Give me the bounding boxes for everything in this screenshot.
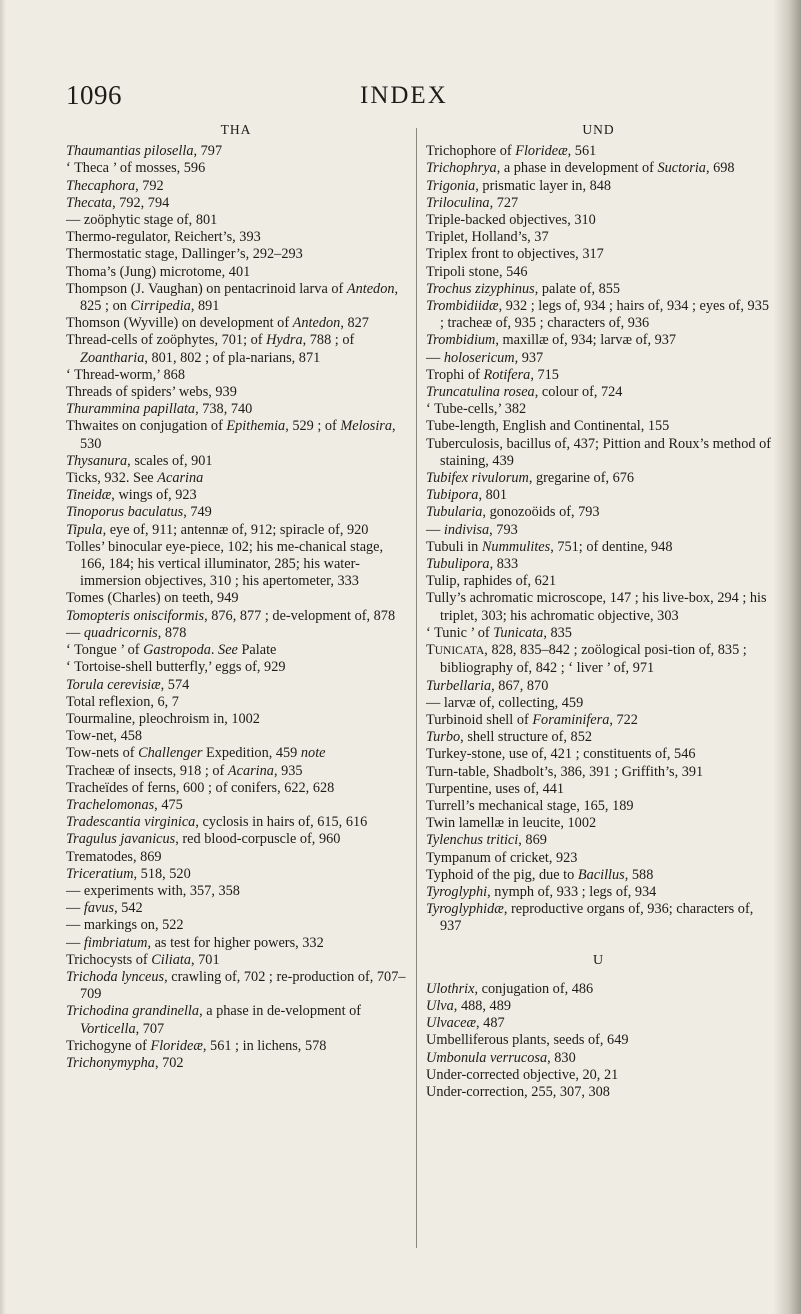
index-entry: Trichodina grandinella, a phase in de-velopment of Vorticella, 707	[66, 1003, 362, 1037]
index-entry: ‘ Tongue ’ of Gastropoda. See Palate	[66, 642, 277, 659]
page-right-edge-shadow	[773, 0, 801, 1314]
index-entry: Typhoid of the pig, due to Bacillus, 588	[426, 866, 654, 883]
index-entry: Trichonymypha, 702	[66, 1054, 184, 1071]
index-entry: — larvæ of, collecting, 459	[426, 694, 584, 711]
index-entry: Thompson (J. Vaughan) on pentacrinoid larva of Antedon, 825 ; on Cirripedia, 891	[66, 280, 399, 315]
index-entry: Triceratium, 518, 520	[66, 865, 191, 882]
index-entry: ‘ Theca ’ of mosses, 596	[66, 160, 206, 177]
index-entry: ‘ Tortoise-shell butterfly,’ eggs of, 929	[66, 659, 286, 676]
index-entry: Thwaites on conjugation of Epithemia, 529 ; of Melosira, 530	[66, 418, 396, 452]
index-entry: Thomson (Wyville) on development of Antedon, 827	[66, 315, 369, 332]
index-entry: — experiments with, 357, 358	[66, 882, 240, 899]
index-entry: Tyroglyphi, nymph of, 933 ; legs of, 934	[426, 883, 657, 900]
index-entry: Tow-net, 458	[66, 728, 143, 745]
index-entry: Trigonia, prismatic layer in, 848	[426, 177, 612, 194]
index-entry: Turn-table, Shadbolt’s, 386, 391 ; Griffith’s, 391	[426, 763, 704, 780]
index-entry: TUNICATA, 828, 835–842 ; zoölogical posi-tion of, 835 ; bibliography of, 842 ; ‘ liver ’ of, 971	[426, 642, 747, 677]
index-entry: Triple-backed objectives, 310	[426, 212, 596, 229]
index-entry: Tube-length, English and Continental, 155	[426, 418, 670, 435]
section-letter-u: U	[592, 952, 605, 968]
index-entry: Tow-nets of Challenger Expedition, 459 note	[66, 745, 326, 762]
index-entry: — holosericum, 937	[426, 349, 544, 366]
right-entry-list	[426, 143, 771, 935]
running-head: INDEX	[360, 82, 448, 109]
index-entry: Tyroglyphidæ, reproductive organs of, 936; characters of, 937	[426, 901, 754, 935]
index-entry: Turbinoid shell of Foraminifera, 722	[426, 711, 638, 728]
index-entry: Ulothrix, conjugation of, 486	[426, 980, 594, 997]
index-entry: Tracheæ of insects, 918 ; of Acarina, 935	[66, 762, 303, 779]
index-entry: Trichocysts of Ciliata, 701	[66, 951, 220, 968]
index-entry: Trophi of Rotifera, 715	[426, 366, 559, 383]
index-entry: Tubularia, gonozoöids of, 793	[426, 504, 600, 521]
index-entry: Thoma’s (Jung) microtome, 401	[66, 263, 251, 280]
index-entry: Thysanura, scales of, 901	[66, 452, 213, 469]
index-entry: Tolles’ binocular eye-piece, 102; his me-chanical stage, 166, 184; his vertical illuminator, 285; his water-immersion objectives, 310 ; his apertometer, 333	[66, 538, 384, 590]
index-entry: Triplex front to objectives, 317	[426, 246, 604, 263]
index-entry: — quadricornis, 878	[66, 624, 187, 641]
index-entry: Trombidiidæ, 932 ; legs of, 934 ; hairs of, 934 ; eyes of, 935 ; tracheæ of, 935 ; characters of, 936	[426, 298, 769, 332]
index-entry: Trichophore of Florideæ, 561	[426, 143, 597, 160]
index-entry: Tineidæ, wings of, 923	[66, 487, 197, 504]
index-entry: Tinoporus baculatus, 749	[66, 504, 212, 521]
index-entry: Umbelliferous plants, seeds of, 649	[426, 1032, 629, 1049]
index-entry: Thurammina papillata, 738, 740	[66, 401, 253, 418]
left-column	[66, 121, 406, 1072]
index-entry: Tully’s achromatic microscope, 147 ; his live-box, 294 ; his triplet, 303; his achromatic objective, 303	[426, 590, 767, 624]
index-entry: Turbellaria, 867, 870	[426, 677, 549, 694]
index-entry: Ticks, 932. See Acarina	[66, 470, 204, 487]
column-divider	[416, 128, 417, 1248]
index-entry: Turpentine, uses of, 441	[426, 780, 565, 797]
index-entry: Tomes (Charles) on teeth, 949	[66, 590, 239, 607]
index-entry: Tourmaline, pleochroism in, 1002	[66, 710, 260, 727]
right-column-heading: UND	[582, 122, 615, 137]
index-entry: Turbo, shell structure of, 852	[426, 729, 592, 746]
index-entry: Tubuli in Nummulites, 751; of dentine, 948	[426, 538, 673, 555]
index-entry: Thermostatic stage, Dallinger’s, 292–293	[66, 246, 303, 263]
index-entry: — markings on, 522	[66, 917, 184, 934]
index-entry: Turrell’s mechanical stage, 165, 189	[426, 797, 634, 814]
page-number: 1096	[66, 80, 122, 110]
index-entry: ‘ Tube-cells,’ 382	[426, 401, 527, 418]
index-entry: Total reflexion, 6, 7	[66, 693, 179, 710]
index-entry: Trichophrya, a phase in development of Suctoria, 698	[426, 160, 735, 177]
index-entry: Triplet, Holland’s, 37	[426, 229, 549, 246]
index-entry: Tubulipora, 833	[426, 556, 519, 573]
index-entry: Under-corrected objective, 20, 21	[426, 1066, 619, 1083]
index-entry: Tuberculosis, bacillus of, 437; Pittion and Roux’s method of staining, 439	[426, 435, 771, 469]
index-entry: — indivisa, 793	[426, 521, 518, 538]
left-column-heading: THA	[220, 122, 252, 137]
index-entry: ‘ Thread-worm,’ 868	[66, 366, 185, 383]
index-entry: Trematodes, 869	[66, 848, 162, 865]
index-entry: Umbonula verrucosa, 830	[426, 1049, 576, 1066]
index-entry: Tradescantia virginica, cyclosis in hairs of, 615, 616	[66, 814, 368, 831]
right-column	[426, 121, 771, 1101]
index-entry: Tympanum of cricket, 923	[426, 849, 578, 866]
index-entry: Thermo-regulator, Reichert’s, 393	[66, 229, 261, 246]
index-entry: Torula cerevisiæ, 574	[66, 676, 190, 693]
index-entry: Trochus zizyphinus, palate of, 855	[426, 280, 621, 297]
index-entry: Thecaphora, 792	[66, 177, 164, 194]
index-entry: Under-correction, 255, 307, 308	[426, 1083, 610, 1100]
index-entry: Tomopteris onisciformis, 876, 877 ; de-velopment of, 878	[66, 607, 396, 624]
u-entry-list	[426, 981, 771, 1101]
left-entry-list	[66, 143, 406, 1072]
index-entry: — favus, 542	[66, 900, 143, 917]
index-entry: Truncatulina rosea, colour of, 724	[426, 384, 623, 401]
index-entry: Tripoli stone, 546	[426, 263, 528, 280]
index-entry: Turkey-stone, use of, 421 ; constituents of, 546	[426, 746, 696, 763]
index-entry: Twin lamellæ in leucite, 1002	[426, 815, 597, 832]
index-entry: Tracheïdes of ferns, 600 ; of conifers, 622, 628	[66, 779, 335, 796]
index-entry: Thread-cells of zoöphytes, 701; of Hydra, 788 ; of Zoantharia, 801, 802 ; of pla-narians, 871	[66, 332, 355, 366]
index-entry: Trichoda lynceus, crawling of, 702 ; re-production of, 707–709	[66, 968, 406, 1003]
index-entry: Trachelomonas, 475	[66, 796, 183, 813]
page-left-edge	[0, 0, 6, 1314]
index-entry: Thaumantias pilosella, 797	[66, 143, 223, 160]
index-entry: — zoöphytic stage of, 801	[66, 212, 218, 229]
index-entry: Trichogyne of Florideæ, 561 ; in lichens, 578	[66, 1037, 327, 1054]
index-entry: Thecata, 792, 794	[66, 194, 170, 211]
index-entry: Ulvaceæ, 487	[426, 1015, 505, 1032]
index-entry: Tragulus javanicus, red blood-corpuscle of, 960	[66, 831, 341, 848]
index-entry: — fimbriatum, as test for higher powers, 332	[66, 934, 324, 951]
index-entry: Threads of spiders’ webs, 939	[66, 384, 237, 401]
index-entry: Tulip, raphides of, 621	[426, 573, 557, 590]
index-entry: Ulva, 488, 489	[426, 997, 511, 1014]
index-entry: Trombidium, maxillæ of, 934; larvæ of, 937	[426, 332, 677, 349]
index-entry: ‘ Tunic ’ of Tunicata, 835	[426, 624, 572, 641]
index-entry: Tipula, eye of, 911; antennæ of, 912; spiracle of, 920	[66, 521, 369, 538]
index-entry: Triloculina, 727	[426, 194, 519, 211]
index-entry: Tubipora, 801	[426, 487, 508, 504]
index-entry: Tubifex rivulorum, gregarine of, 676	[426, 470, 635, 487]
index-entry: Tylenchus tritici, 869	[426, 832, 547, 849]
